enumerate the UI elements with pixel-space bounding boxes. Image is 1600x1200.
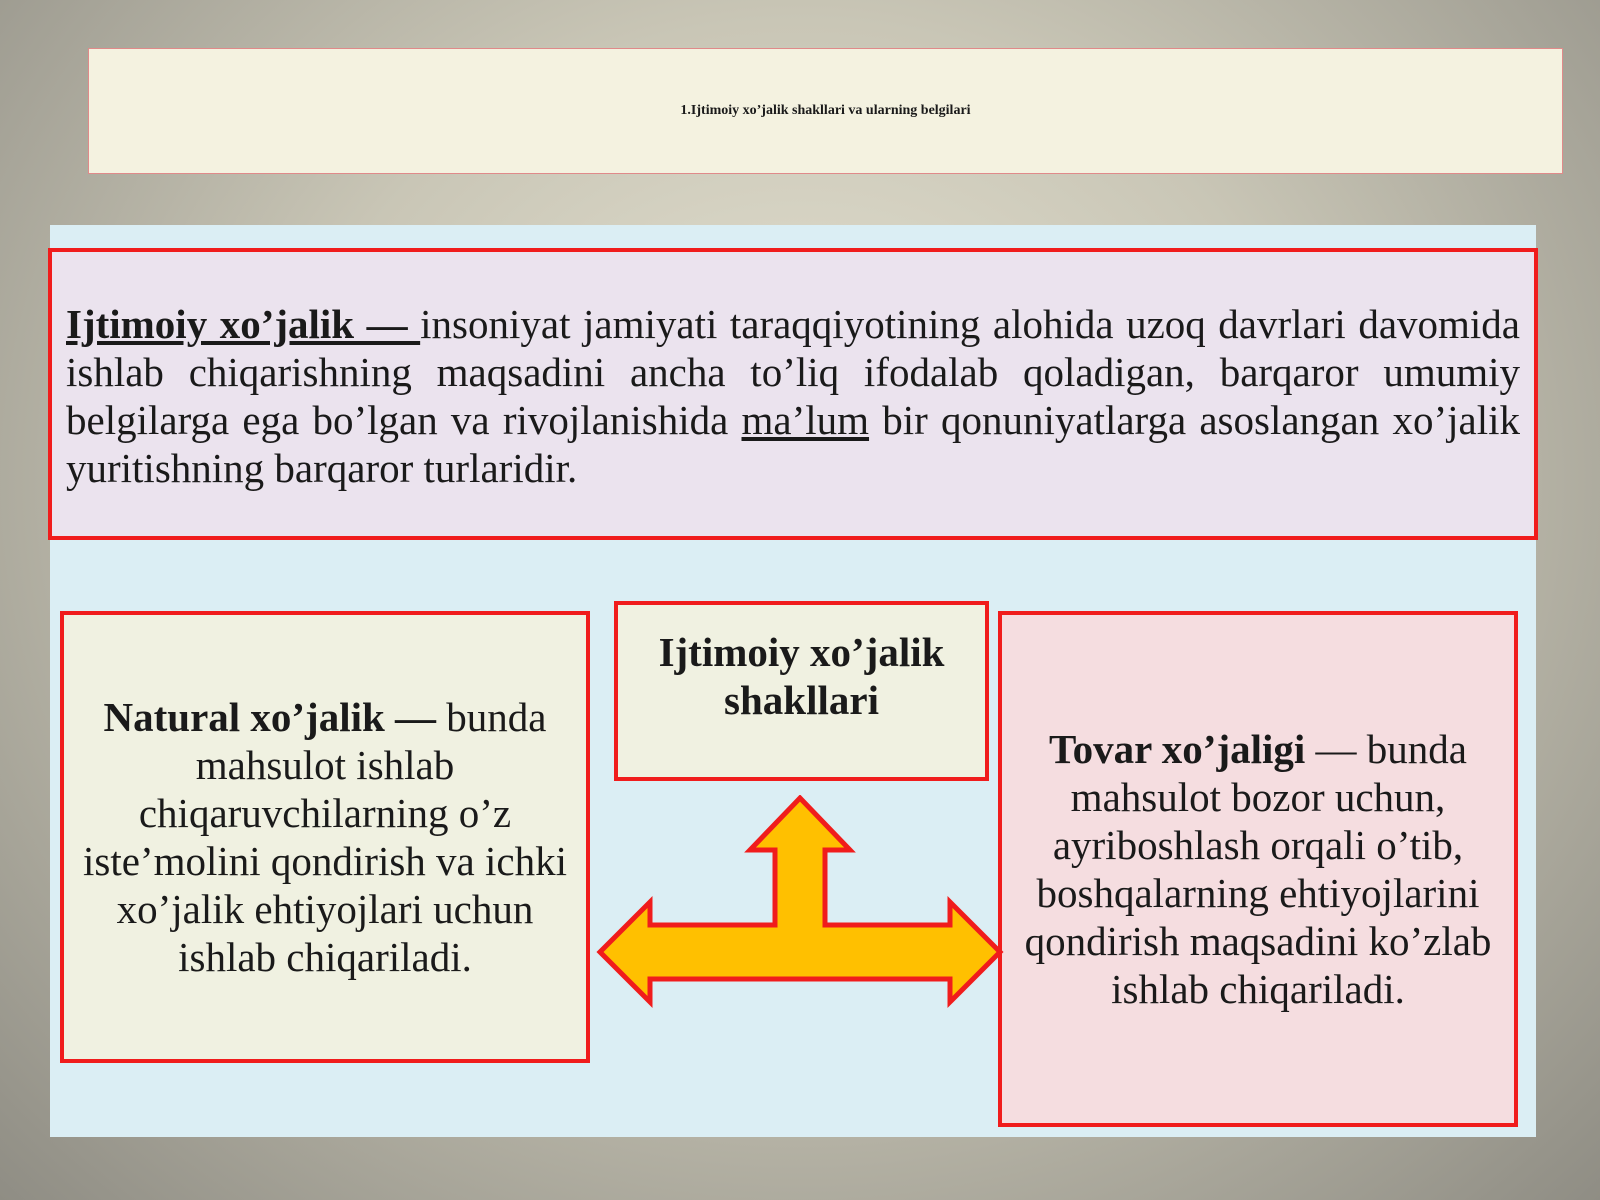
commodity-economy-box	[998, 611, 1518, 1127]
three-way-arrow-icon	[595, 795, 1005, 1015]
definition-box	[48, 248, 1538, 540]
title-box	[88, 48, 1563, 174]
commodity-economy-term: Tovar xo’jaligi	[1049, 726, 1306, 772]
definition-text-2: bir qonuniyatlarga asoslangan xo’jalik yuritishning barqaror turlaridir.	[66, 397, 1520, 491]
natural-economy-box	[60, 611, 590, 1063]
social-economy-forms-box	[614, 601, 989, 781]
three-way-arrow-shape	[600, 798, 1000, 1002]
natural-economy-text: bunda mahsulot ishlab chiqaruvchilarning o’z iste’molini qondirish va ichki xo’jalik ehtiyojlari uchun ishlab chiqariladi.	[83, 694, 567, 980]
definition-underlined-word: ma’lum	[741, 397, 870, 443]
natural-economy-content	[76, 693, 574, 981]
definition-term: Ijtimoiy xo’jalik —	[66, 301, 421, 347]
definition-text-1: insoniyat jamiyati taraqqiyotining alohida uzoq davrlari davomida ishlab chiqarishning maqsadini ancha to’liq ifodalab qoladigan, barqaror umumiy belgilarga ega bo’lgan va rivojlanishida	[66, 301, 1520, 443]
natural-economy-term: Natural xo’jalik —	[103, 694, 437, 740]
slide-title: 1.Ijtimoiy xo’jalik shakllari va ularning belgilari	[680, 103, 971, 118]
social-economy-forms-label: Ijtimoiy xo’jalik shakllari	[658, 629, 945, 723]
commodity-economy-content	[1012, 725, 1504, 1013]
commodity-economy-text: — bunda mahsulot bozor uchun, ayriboshlash orqali o’tib, boshqalarning ehtiyojlarini qondirish maqsadini ko’zlab ishlab chiqariladi.	[1024, 726, 1492, 1012]
